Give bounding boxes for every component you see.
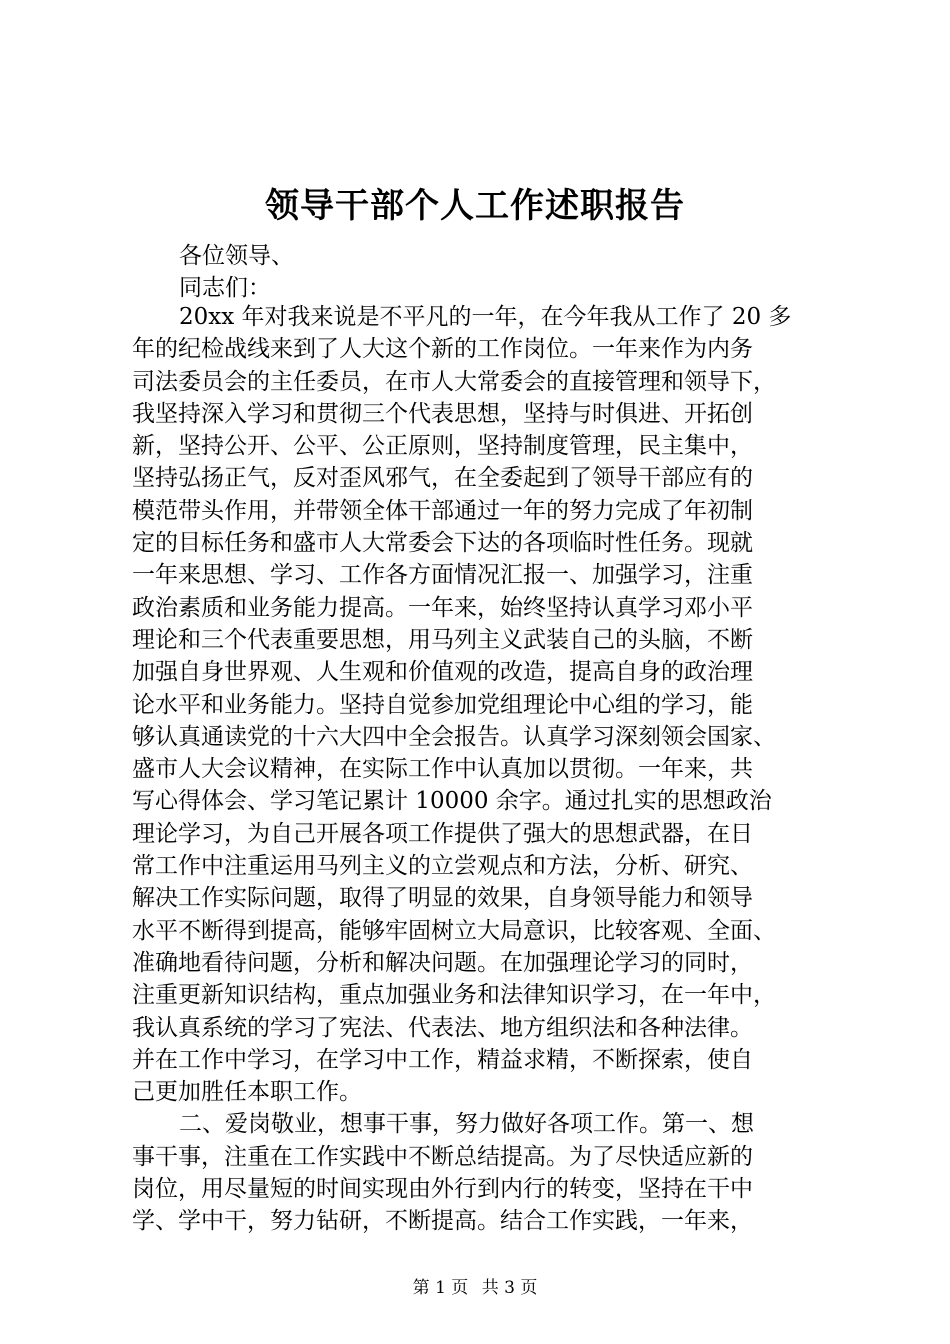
body-line: 水平不断得到提高，能够牢固树立大局意识，比较客观、全面、	[132, 917, 776, 944]
body-line: 己更加胜任本职工作。	[132, 1079, 362, 1106]
body-line: 新，坚持公开、公平、公正原则，坚持制度管理，民主集中，	[132, 433, 753, 460]
body-line: 坚持弘扬正气，反对歪风邪气，在全委起到了领导干部应有的	[132, 465, 753, 492]
salutation-line: 同志们：	[179, 275, 271, 301]
body-line: 理论和三个代表重要思想，用马列主义武装自己的头脑，不断	[132, 626, 753, 653]
body-line: 写心得体会、学习笔记累计 10000 余字。通过扎实的思想政治	[132, 788, 772, 815]
body-line: 模范带头作用，并带领全体干部通过一年的努力完成了年初制	[132, 497, 753, 524]
body-line: 准确地看待问题，分析和解决问题。在加强理论学习的同时，	[132, 949, 753, 976]
document-title: 领导干部个人工作述职报告	[265, 186, 685, 226]
body-line: 一年来思想、学习、工作各方面情况汇报一、加强学习，注重	[132, 562, 753, 589]
body-line: 加强自身世界观、人生观和价值观的改造，提高自身的政治理	[132, 659, 753, 686]
document-body	[132, 301, 832, 1238]
page-footer	[0, 1276, 950, 1300]
body-line: 岗位，用尽量短的时间实现由外行到内行的转变，坚持在干中	[132, 1176, 753, 1203]
body-line: 我认真系统的学习了宪法、代表法、地方组织法和各种法律。	[132, 1014, 753, 1041]
body-line: 盛市人大会议精神，在实际工作中认真加以贯彻。一年来，共	[132, 756, 753, 783]
body-line: 常工作中注重运用马列主义的立尝观点和方法，分析、研究、	[132, 853, 753, 880]
body-line: 解决工作实际问题，取得了明显的效果，自身领导能力和领导	[132, 885, 753, 912]
body-line: 年的纪检战线来到了人大这个新的工作岗位。一年来作为内务	[132, 336, 753, 363]
body-line: 我坚持深入学习和贯彻三个代表思想，坚持与时俱进、开拓创	[132, 400, 753, 427]
page-total: 共 3 页	[481, 1278, 538, 1298]
body-line: 论水平和业务能力。坚持自觉参加党组理论中心组的学习，能	[132, 691, 753, 718]
body-line: 事干事，注重在工作实践中不断总结提高。为了尽快适应新的	[132, 1143, 753, 1170]
body-line: 二、爱岗敬业，想事干事，努力做好各项工作。第一、想	[179, 1111, 754, 1138]
body-line: 注重更新知识结构，重点加强业务和法律知识学习，在一年中，	[132, 982, 776, 1009]
body-line: 够认真通读党的十六大四中全会报告。认真学习深刻领会国家、	[132, 723, 776, 750]
page-number: 第 1 页	[412, 1278, 469, 1298]
body-line: 20xx 年对我来说是不平凡的一年，在今年我从工作了 20 多	[179, 304, 792, 330]
body-line: 定的目标任务和盛市人大常委会下达的各项临时性任务。现就	[132, 530, 753, 557]
body-line: 学、学中干，努力钻研，不断提高。结合工作实践，一年来，	[132, 1208, 753, 1235]
salutation-line: 各位领导、	[179, 243, 294, 269]
body-line: 并在工作中学习，在学习中工作，精益求精，不断探索，使自	[132, 1046, 753, 1073]
body-line: 政治素质和业务能力提高。一年来，始终坚持认真学习邓小平	[132, 594, 753, 621]
body-line: 理论学习，为自己开展各项工作提供了强大的思想武器，在日	[132, 820, 753, 847]
body-line: 司法委员会的主任委员，在市人大常委会的直接管理和领导下，	[132, 368, 776, 395]
